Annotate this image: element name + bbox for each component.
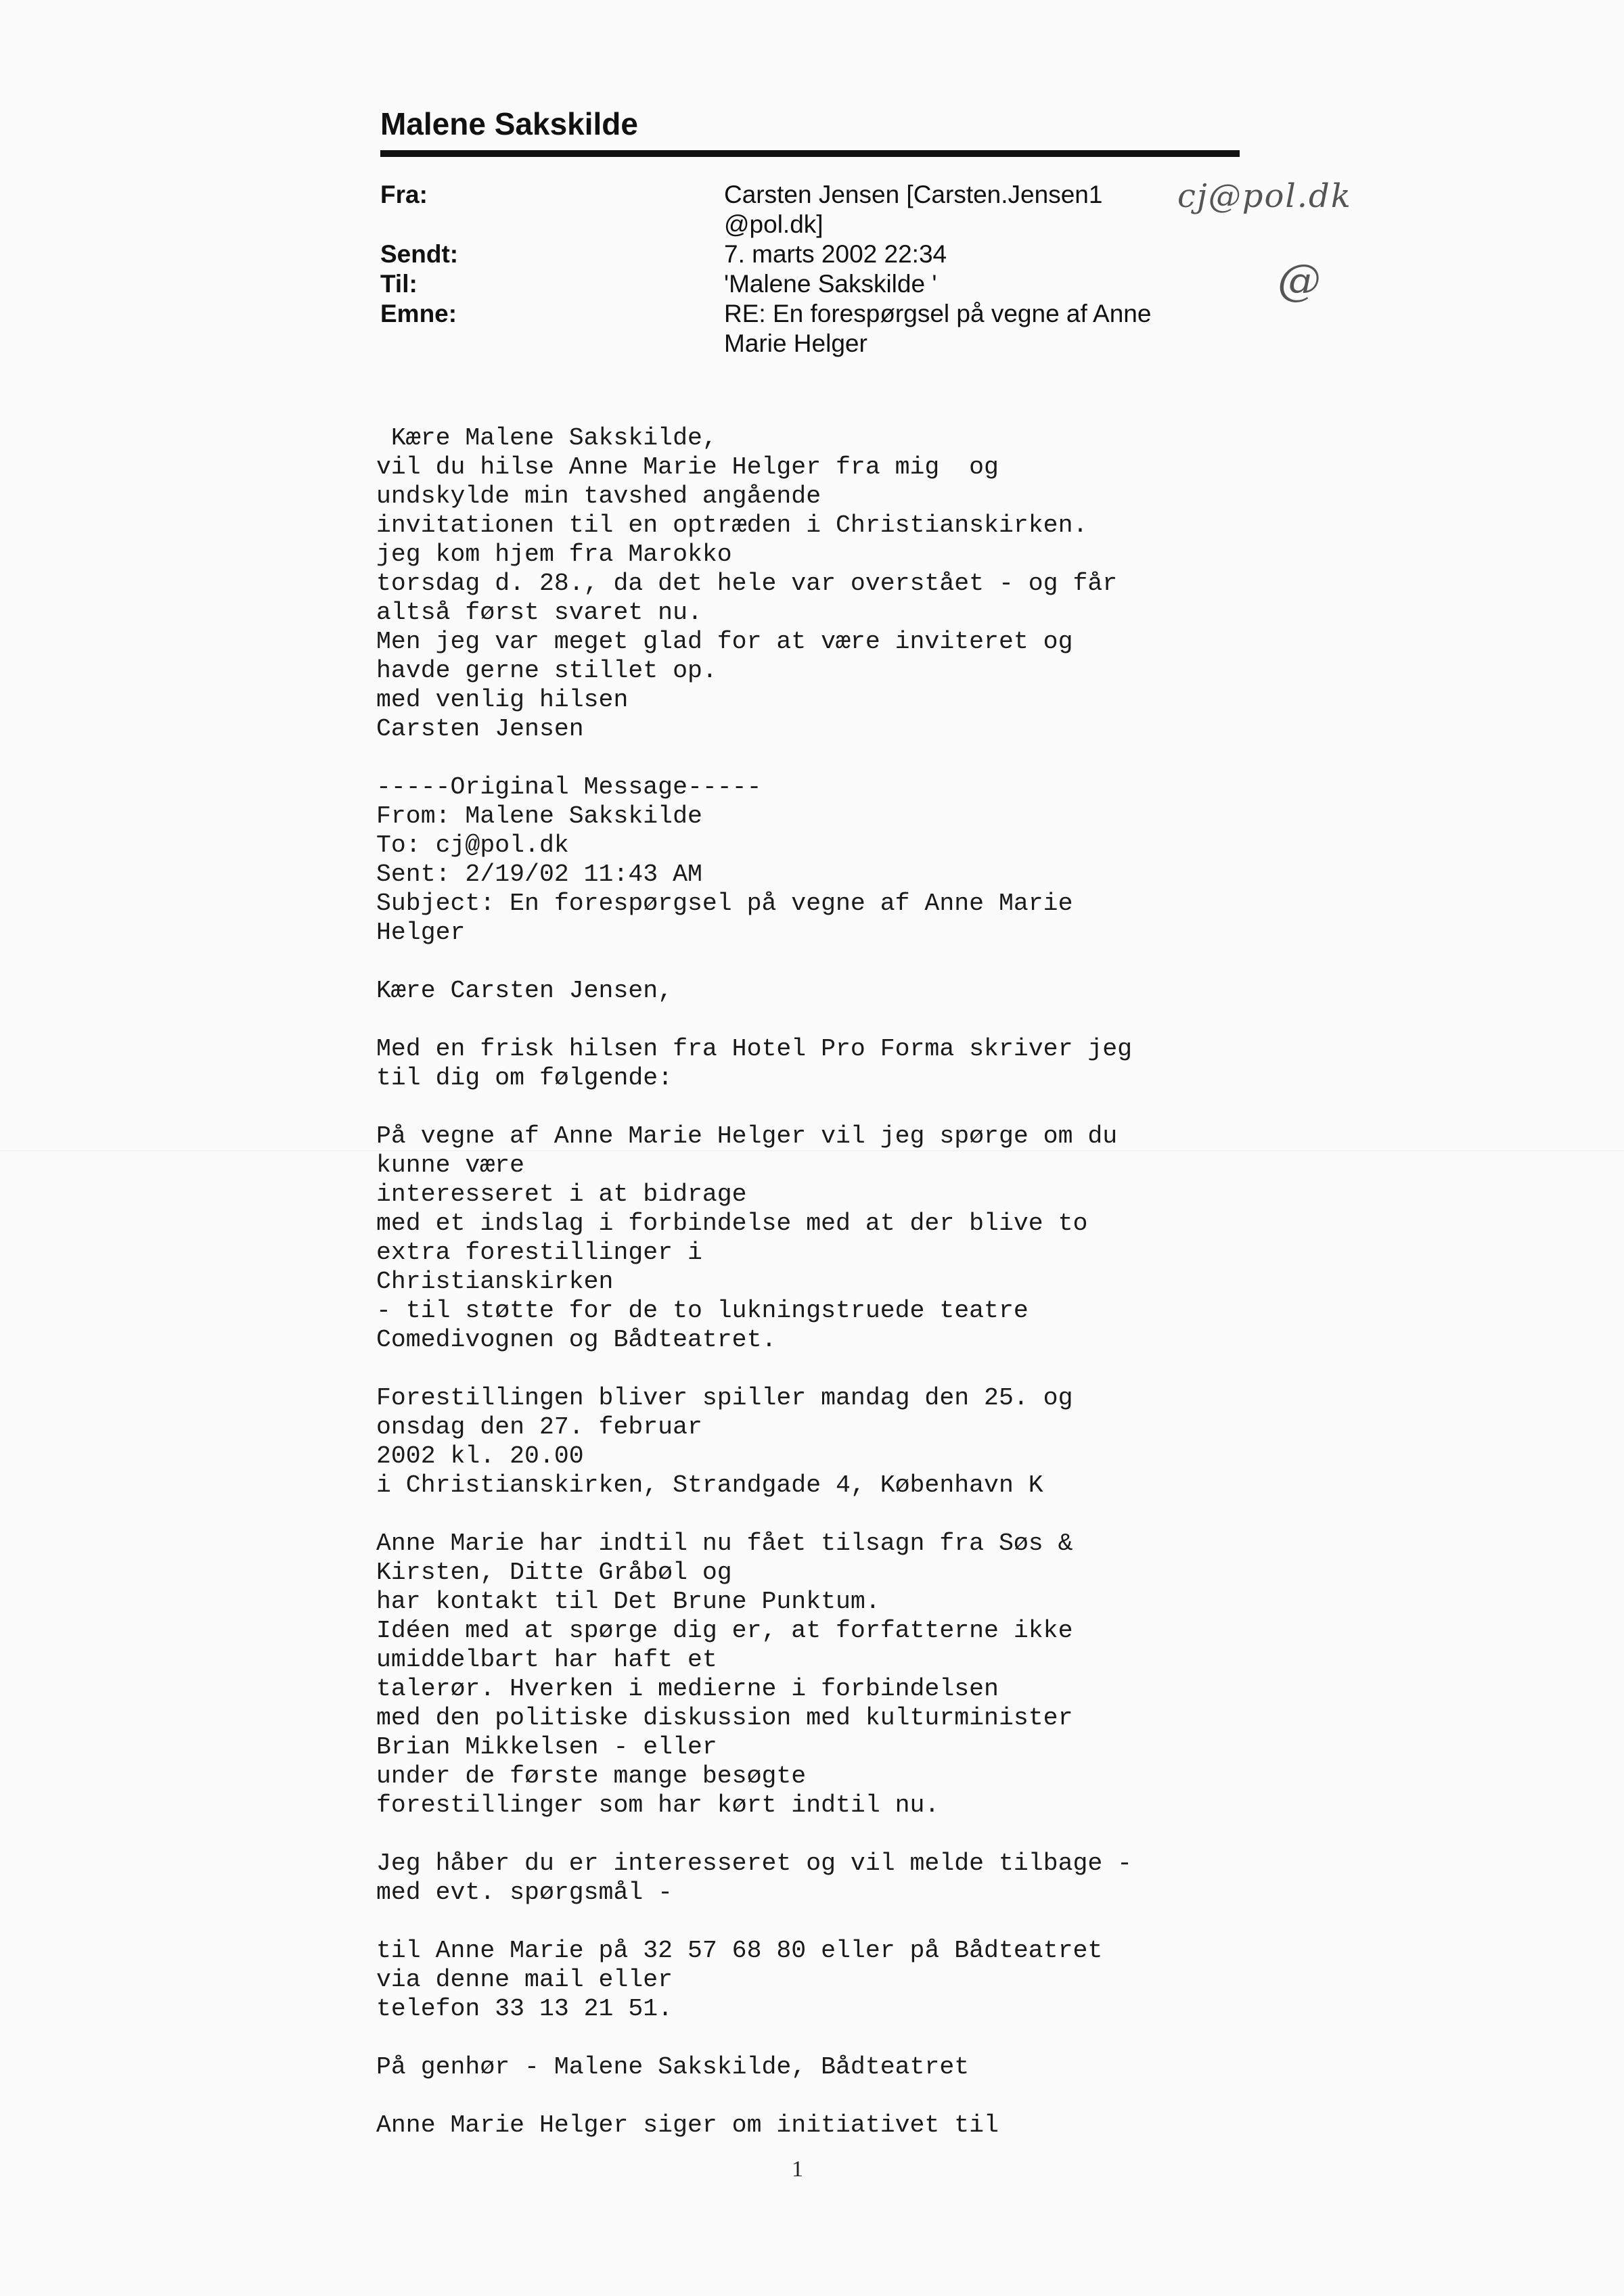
body-line: - til støtte for de to lukningstruede teatre	[376, 1297, 1029, 1325]
body-line: Carsten Jensen	[376, 715, 584, 743]
body-line: med venlig hilsen	[376, 686, 629, 714]
body-line: Forestillingen bliver spiller mandag den 25. og	[376, 1384, 1073, 1412]
body-line: havde gerne stillet op.	[376, 657, 717, 685]
handwritten-at-symbol: @	[1278, 256, 1321, 306]
body-line: Idéen med at spørge dig er, at forfatterne ikke	[376, 1617, 1073, 1645]
email-body	[376, 423, 1256, 2140]
body-line	[376, 1907, 1256, 1936]
body-line: Sent: 2/19/02 11:43 AM	[376, 860, 702, 888]
body-line: under de første mange besøgte	[376, 1762, 807, 1790]
body-line: Jeg håber du er interesseret og vil melde tilbage -	[376, 1850, 1133, 1877]
body-line	[376, 2023, 1256, 2052]
meta-row-from	[380, 180, 1260, 239]
meta-label: Sendt:	[380, 240, 459, 268]
meta-value: 7. marts 2002 22:34	[724, 240, 947, 268]
meta-value: 'Malene Sakskilde '	[724, 270, 937, 298]
body-line: onsdag den 27. februar	[376, 1413, 702, 1441]
body-line: To: cj@pol.dk	[376, 831, 569, 859]
body-line: jeg kom hjem fra Marokko	[376, 541, 732, 568]
body-line: i Christianskirken, Strandgade 4, København K	[376, 1471, 1043, 1499]
header-name: Malene Sakskilde	[380, 106, 638, 141]
body-line: Men jeg var meget glad for at være inviteret og	[376, 628, 1073, 656]
body-line: med evt. spørgsmål -	[376, 1879, 673, 1906]
body-line	[376, 1354, 1256, 1383]
body-line: 2002 kl. 20.00	[376, 1442, 584, 1470]
body-line: umiddelbart har haft et	[376, 1646, 717, 1674]
body-line: altså først svaret nu.	[376, 599, 702, 626]
email-meta	[380, 180, 1260, 359]
body-line: Kære Carsten Jensen,	[376, 977, 673, 1005]
body-line	[376, 1500, 1256, 1529]
body-line: har kontakt til Det Brune Punktum.	[376, 1588, 880, 1615]
body-line: På genhør - Malene Sakskilde, Bådteatret	[376, 2053, 970, 2081]
page-number: 1	[792, 2157, 803, 2182]
body-line: kunne være	[376, 1151, 525, 1179]
body-line: til Anne Marie på 32 57 68 80 eller på Bådteatret	[376, 1937, 1103, 1965]
body-line: med den politiske diskussion med kulturminister	[376, 1704, 1073, 1732]
body-line: Med en frisk hilsen fra Hotel Pro Forma skriver jeg	[376, 1035, 1133, 1063]
body-line: Brian Mikkelsen - eller	[376, 1733, 717, 1761]
body-line: Comedivognen og Bådteatret.	[376, 1326, 777, 1354]
body-line: invitationen til en optræden i Christianskirken.	[376, 511, 1088, 539]
body-line: Kære Malene Sakskilde,	[376, 424, 717, 452]
body-line: Kirsten, Ditte Gråbøl og	[376, 1559, 732, 1586]
body-line: til dig om følgende:	[376, 1064, 673, 1092]
body-line: extra forestillinger i	[376, 1239, 702, 1266]
body-line: telefon 33 13 21 51.	[376, 1995, 673, 2023]
body-line: undskylde min tavshed angående	[376, 482, 821, 510]
body-line	[376, 743, 1256, 773]
meta-row-to	[380, 269, 1260, 299]
body-line: Anne Marie Helger siger om initiativet til	[376, 2111, 999, 2139]
handwritten-email-note: cj@pol.dk	[1177, 177, 1352, 215]
body-line: torsdag d. 28., da det hele var overstået - og får	[376, 570, 1118, 597]
body-line: interesseret i at bidrage	[376, 1180, 747, 1208]
header-rule	[380, 150, 1240, 157]
body-line	[376, 1093, 1256, 1122]
body-line: From: Malene Sakskilde	[376, 802, 702, 830]
meta-label: Fra:	[380, 181, 428, 208]
body-line: Helger	[376, 919, 466, 946]
body-line	[376, 947, 1256, 976]
body-line: via denne mail eller	[376, 1966, 673, 1994]
body-line: forestillinger som har kørt indtil nu.	[376, 1791, 940, 1819]
meta-label: Til:	[380, 270, 418, 298]
body-line: -----Original Message-----	[376, 773, 762, 801]
meta-row-sent	[380, 239, 1260, 269]
body-line	[376, 1820, 1256, 1849]
body-line: Anne Marie har indtil nu fået tilsagn fra Søs &	[376, 1530, 1073, 1557]
meta-label: Emne:	[380, 300, 457, 327]
body-line: talerør. Hverken i medierne i forbindelsen	[376, 1675, 999, 1703]
body-line: med et indslag i forbindelse med at der blive to	[376, 1210, 1088, 1237]
meta-row-subject	[380, 299, 1260, 359]
body-line: Christianskirken	[376, 1268, 614, 1295]
body-line	[376, 2082, 1256, 2111]
body-line: Subject: En forespørgsel på vegne af Anne Marie	[376, 890, 1073, 917]
meta-value: Carsten Jensen [Carsten.Jensen1 @pol.dk]	[724, 181, 1103, 238]
body-line	[376, 1005, 1256, 1034]
body-line: På vegne af Anne Marie Helger vil jeg spørge om du	[376, 1122, 1118, 1150]
meta-value: RE: En forespørgsel på vegne af Anne Marie Helger	[724, 300, 1152, 357]
body-line: vil du hilse Anne Marie Helger fra mig og	[376, 453, 999, 481]
